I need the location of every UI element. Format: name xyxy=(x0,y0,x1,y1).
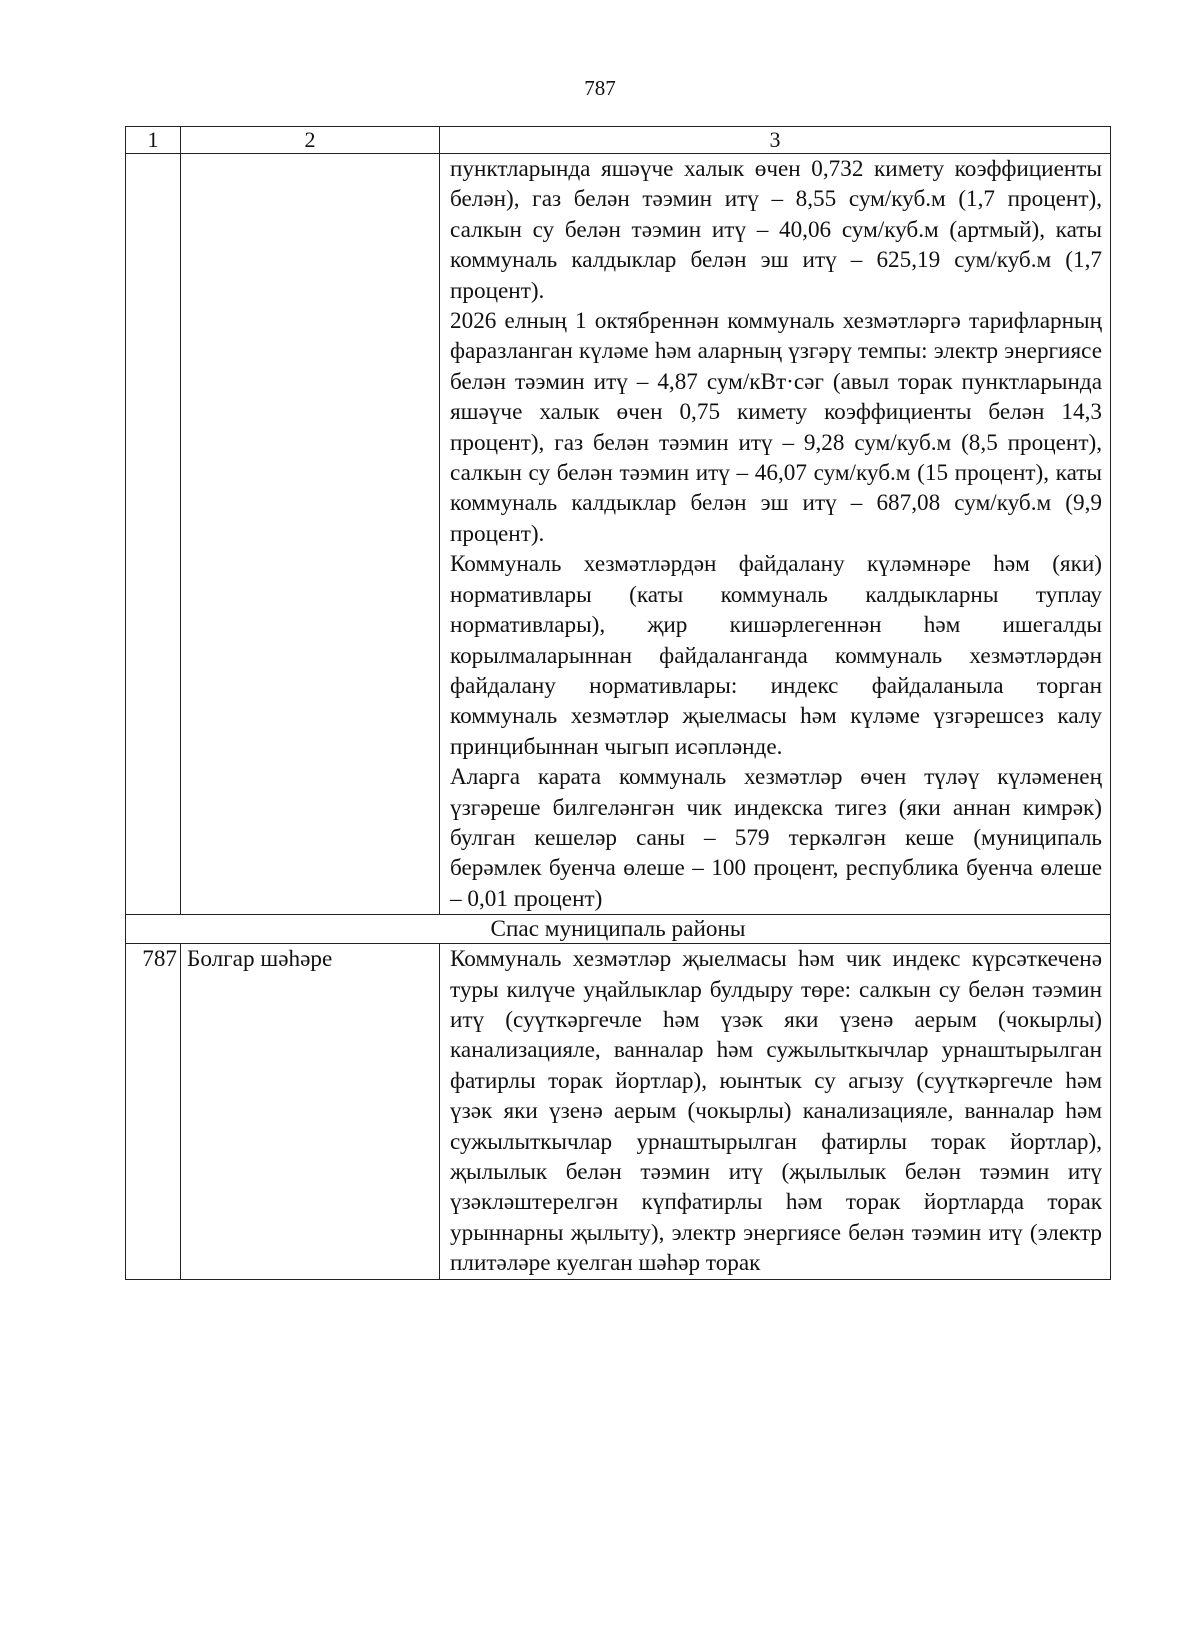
section-title: Спас муниципаль районы xyxy=(126,915,1111,944)
description-cell xyxy=(440,154,1111,915)
header-col-1: 1 xyxy=(126,127,181,154)
table-row-continuation xyxy=(126,154,1111,915)
settlement-cell xyxy=(181,154,440,915)
paragraph-tariffs-2025: пунктларында яшәүче халык өчен 0,732 кимету коэффициенты белән), газ белән тәэмин итү – 8,55 сум/куб.м (1,7 процент), салкын су белән тәэмин итү – 40,06 сум/куб.м (артмый), каты коммуналь калдыклар белән эш итү – 625,19 сум/куб.м (1,7 процент). xyxy=(450,156,1102,304)
header-col-2: 2 xyxy=(181,127,440,154)
paragraph-population: Аларга карата коммуналь хезмәтләр өчен түләү күләменең үзгәреше билгеләнгән чик индекска тигез (яки аннан кимрәк) булган кешеләр саны – 579 теркәлгән кеше (муниципаль берәмлек буенча өлеше – 100 процент, республика буенча өлеше – 0,01 процент) xyxy=(450,764,1102,912)
paragraph-norms: Коммуналь хезмәтләрдән файдалану күләмнәре һәм (яки) нормативлары (каты коммуналь калдыкларны туплау нормативлары), җир кишәрлегеннән һәм ишегалды корылмаларыннан файдаланганда коммуналь хезмәтләрдән файдалану нормативлары: индекс файдаланыла торган коммуналь хезмәтләр җыелмасы һәм күләме үзгәрешсез калу принцибыннан чыгып исәпләнде. xyxy=(450,551,1102,760)
header-col-3: 3 xyxy=(440,127,1111,154)
row-number-cell xyxy=(126,154,181,915)
table-row xyxy=(126,944,1111,1279)
row-number: 787 xyxy=(126,944,181,1279)
page-number: 787 xyxy=(584,76,616,100)
table-header-row xyxy=(126,127,1111,154)
entry-paragraph: Коммуналь хезмәтләр җыелмасы һәм чик индекс күрсәткеченә туры килүче уңайлыклар булдыру төре: салкын су белән тәэмин итү (суүткәргечле һәм үзәк яки үзенә аерым (чокырлы) канализацияле, ванналар һәм сужылыткычлар урнаштырылган фатирлы торак йортлар), юынтык су агызу (суүткәргечле һәм үзәк яки үзенә аерым (чокырлы) канализацияле, ванналар һәм сужылыткычлар урнаштырылган фатирлы торак йортлар), җылылык белән тәэмин итү (җылылык белән тәэмин итү үзәкләштерелгән күпфатирлы һәм торак йортларда торак урыннарны җылыту), электр энергиясе белән тәэмин итү (электр плитәләре куелган шәһәр торак xyxy=(450,946,1102,1277)
paragraph-tariffs-2026: 2026 елның 1 октябреннән коммуналь хезмәтләргә тарифларның фаразланган күләме һәм аларның үзгәрү темпы: электр энергиясе белән тәэмин итү – 4,87 сум/кВт·сәг (авыл торак пунктларында яшәүче халык өчен 0,75 кимету коэффициенты белән 14,3 процент), газ белән тәэмин итү – 9,28 сум/куб.м (8,5 процент), салкын су белән тәэмин итү – 46,07 сум/куб.м (15 процент), каты коммуналь калдыклар белән эш итү – 687,08 сум/куб.м (9,9 процент). xyxy=(450,308,1102,547)
settlement-name: Болгар шәһәре xyxy=(181,944,440,1279)
tariff-table xyxy=(125,126,1111,1280)
entry-description xyxy=(440,944,1111,1279)
section-row xyxy=(126,915,1111,944)
